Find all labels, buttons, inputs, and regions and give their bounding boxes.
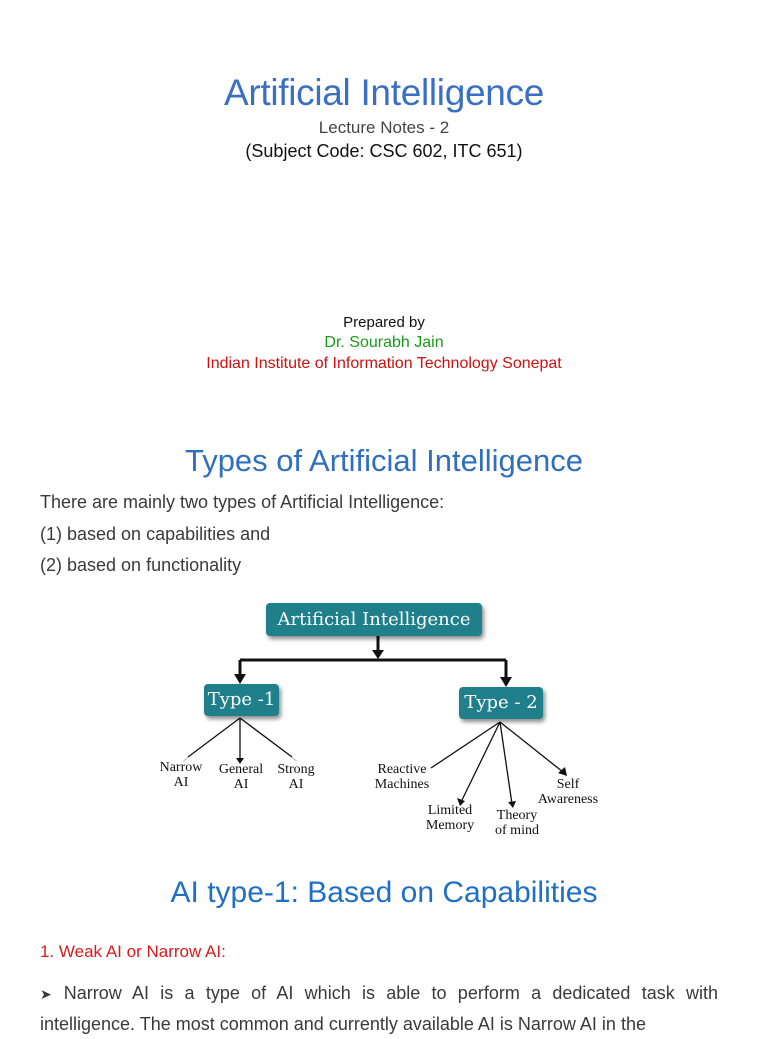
diagram-type1-node: Type -1 bbox=[204, 684, 279, 716]
types-heading: Types of Artificial Intelligence bbox=[184, 443, 584, 478]
diagram-type2-node: Type - 2 bbox=[459, 687, 543, 719]
weak-ai-heading: 1. Weak AI or Narrow AI: bbox=[40, 942, 226, 961]
types-point-1: (1) based on capabilities and bbox=[40, 524, 271, 544]
leaf-theory-of-mind: Theory of mind bbox=[495, 808, 539, 838]
leaf-limited-memory: Limited Memory bbox=[425, 803, 475, 833]
subject-code: (Subject Code: CSC 602, ITC 651) bbox=[245, 141, 523, 161]
prepared-by-label: Prepared by bbox=[343, 314, 425, 331]
institute-name: Indian Institute of Information Technology Sonepat bbox=[206, 355, 562, 372]
diagram-root-node: Artificial Intelligence bbox=[266, 603, 482, 636]
types-point-2: (2) based on functionality bbox=[40, 555, 242, 575]
types-intro: There are mainly two types of Artificial Intelligence: bbox=[40, 492, 445, 512]
leaf-strong-ai: Strong AI bbox=[277, 762, 315, 792]
leaf-narrow-ai: Narrow AI bbox=[159, 760, 203, 790]
leaf-general-ai: General AI bbox=[218, 762, 264, 792]
lecture-label: Lecture Notes - 2 bbox=[318, 118, 450, 137]
leaf-self-awareness: Self Awareness bbox=[537, 777, 599, 807]
arrowhead-bullet-icon: ➤ bbox=[40, 986, 52, 1002]
author-name: Dr. Sourabh Jain bbox=[324, 334, 444, 351]
narrow-ai-paragraph bbox=[40, 978, 718, 1039]
narrow-ai-text: Narrow AI is a type of AI which is able to perform a dedicated task with intelligence. The most common and currently available AI is Narrow AI in the bbox=[40, 983, 718, 1034]
document-title: Artificial Intelligence bbox=[223, 72, 545, 113]
capabilities-heading: AI type-1: Based on Capabilities bbox=[170, 876, 598, 909]
leaf-reactive-machines: Reactive Machines bbox=[374, 762, 430, 792]
